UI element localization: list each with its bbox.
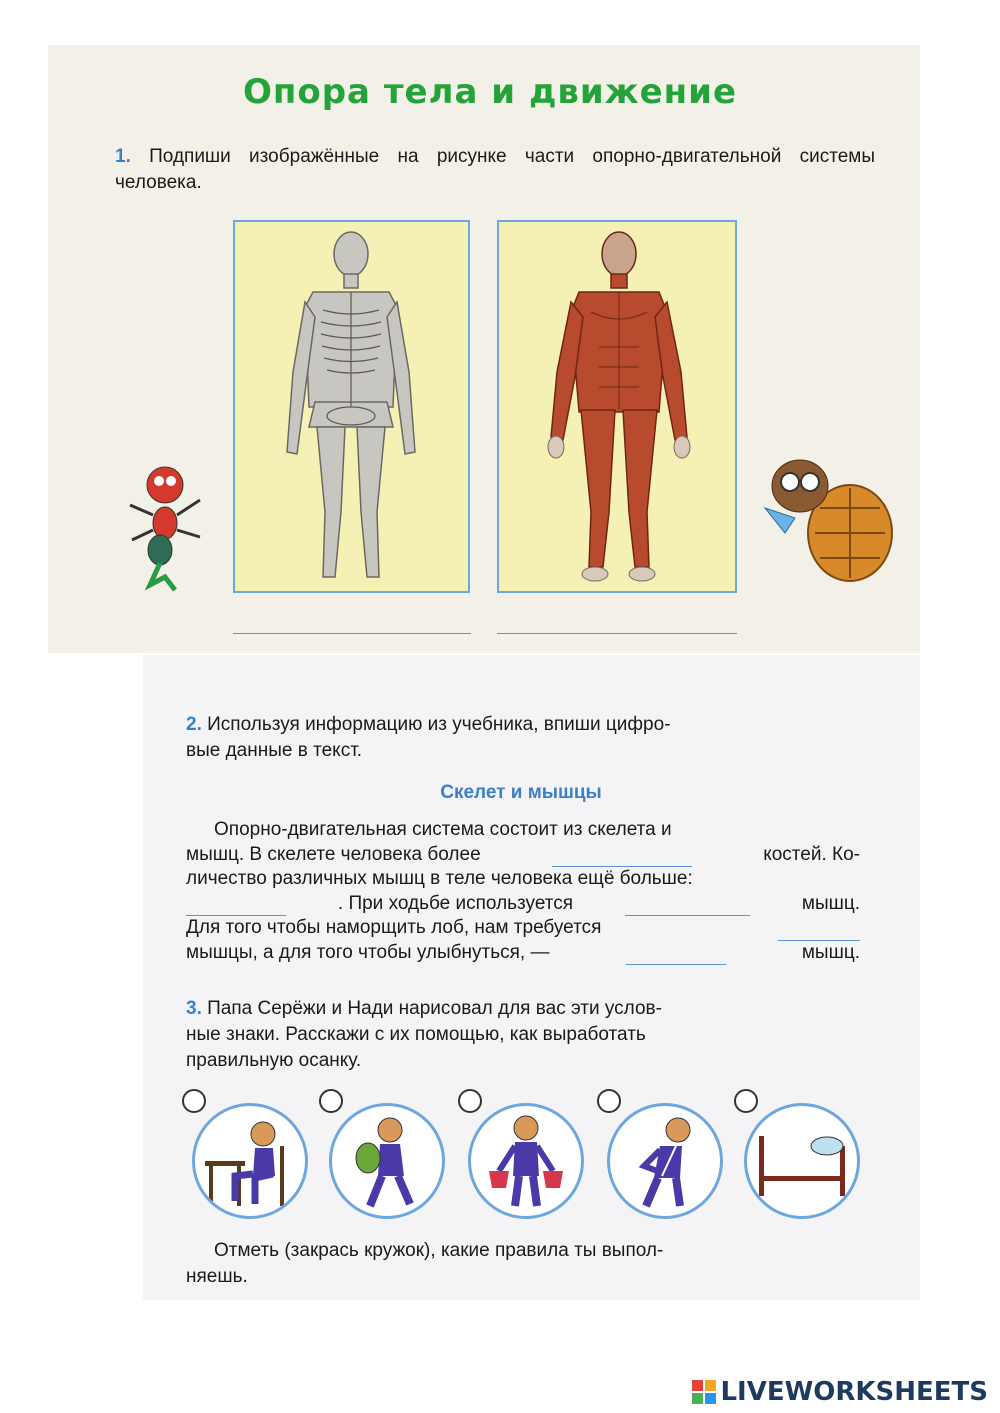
bad-posture-icon	[607, 1103, 723, 1219]
task2-number: 2.	[186, 714, 202, 735]
rule-bed	[734, 1089, 874, 1219]
section-subheading: Скелет и мышцы	[440, 782, 602, 803]
text-line-a: Опорно-двигательная система состоит из скелета и	[214, 819, 672, 840]
backpack-icon	[329, 1103, 445, 1219]
text-line-e: Для того чтобы наморщить лоб, нам требуется	[186, 917, 602, 938]
rule-buckets	[458, 1089, 598, 1219]
check-circle-5[interactable]	[734, 1089, 758, 1113]
bed-icon	[744, 1103, 860, 1219]
task3-line3: правильную осанку.	[186, 1050, 362, 1071]
sitting-at-desk-icon	[192, 1103, 308, 1219]
liveworksheets-logo	[692, 1377, 988, 1407]
task2-line2: вые данные в текст.	[186, 740, 363, 761]
text-line-f-end: мышц.	[801, 941, 860, 963]
task3-number: 3.	[186, 998, 202, 1019]
rule-posture	[597, 1089, 737, 1219]
skeleton-panel	[233, 220, 470, 593]
answer-line-muscles[interactable]	[497, 633, 737, 634]
task3-footer-line2: няешь.	[186, 1266, 248, 1287]
walking-muscles-blank[interactable]	[625, 897, 750, 916]
check-circle-1[interactable]	[182, 1089, 206, 1113]
smile-muscles-blank[interactable]	[626, 946, 726, 965]
rule-sitting	[182, 1089, 322, 1219]
check-circle-4[interactable]	[597, 1089, 621, 1113]
bones-count-blank[interactable]	[552, 848, 692, 867]
forehead-muscles-blank[interactable]	[778, 922, 860, 941]
task1-number: 1.	[115, 146, 131, 167]
text-line-c: личество различных мышц в теле человека ещё больше:	[186, 868, 693, 889]
check-circle-3[interactable]	[458, 1089, 482, 1113]
text-line-d-end: мышц.	[801, 892, 860, 914]
muscles-total-blank[interactable]	[186, 897, 286, 916]
text-line-b-start: мышц. В скелете человека более	[186, 843, 481, 865]
carrying-buckets-icon	[468, 1103, 584, 1219]
skeleton-icon	[235, 222, 468, 591]
task3-instruction	[186, 996, 860, 1074]
task1-text: Подпиши изображённые на рисунке части опорно-двигательной системы человека.	[115, 146, 875, 193]
page-title: Опора тела и движение	[242, 72, 738, 112]
task2-text	[186, 818, 860, 965]
task3-line1: Папа Серёжи и Нади нарисовал для вас эти услов-	[207, 998, 662, 1019]
task2-instruction	[186, 712, 860, 764]
task3-footer	[186, 1238, 860, 1290]
task2-line1: Используя информацию из учебника, впиши цифро-	[207, 714, 671, 735]
muscle-body-icon	[499, 222, 735, 591]
text-line-d-start: . При ходьбе используется	[337, 892, 574, 914]
task1-instruction	[115, 144, 875, 196]
ant-character-icon	[120, 445, 210, 595]
text-line-f-start: мышцы, а для того чтобы улыбнуться, —	[186, 941, 550, 963]
logo-blocks-icon	[692, 1380, 716, 1404]
task3-footer-line1: Отметь (закрась кружок), какие правила ты выпол-	[214, 1240, 664, 1261]
answer-line-skeleton[interactable]	[233, 633, 471, 634]
logo-text: LIVEWORKSHEETS	[720, 1377, 988, 1407]
turtle-character-icon	[750, 448, 900, 588]
muscle-panel	[497, 220, 737, 593]
check-circle-2[interactable]	[319, 1089, 343, 1113]
rule-backpack	[319, 1089, 459, 1219]
task3-line2: ные знаки. Расскажи с их помощью, как выработать	[186, 1024, 646, 1045]
text-line-b-end: костей. Ко-	[763, 843, 860, 865]
